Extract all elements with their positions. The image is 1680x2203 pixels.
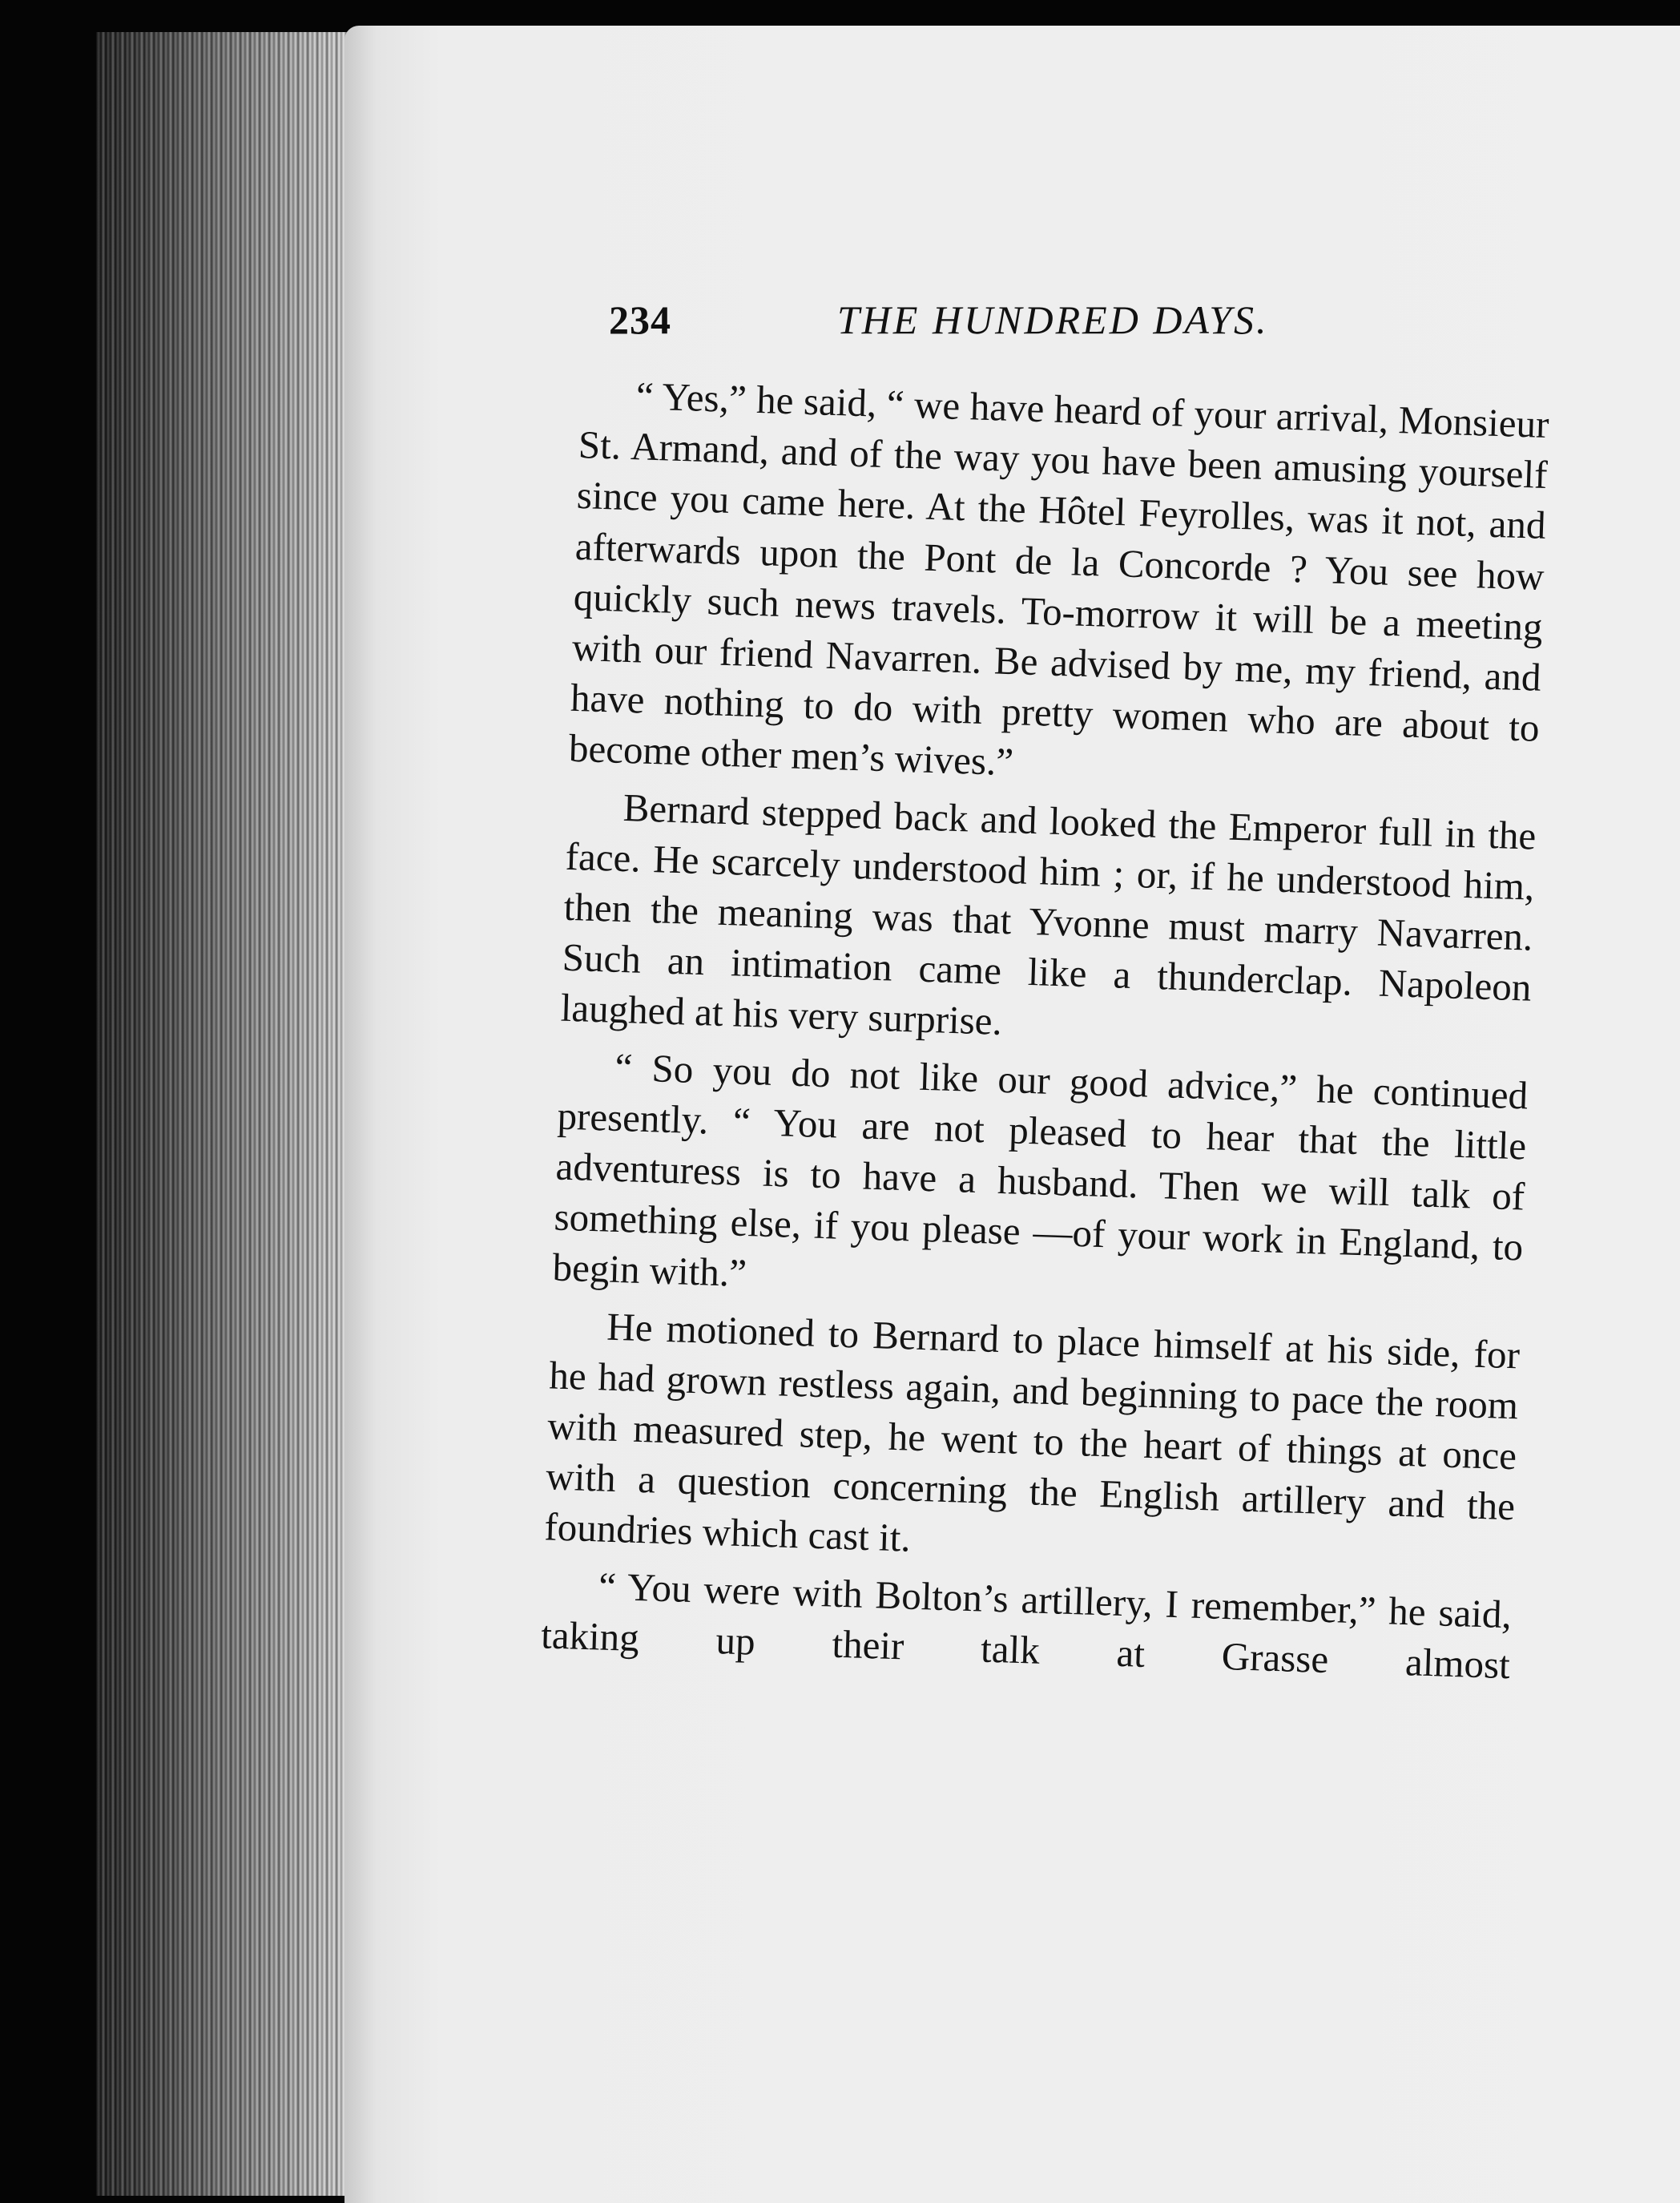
page-header	[609, 288, 1378, 353]
paragraph: “ Yes,” he said, “ we have heard of your arrival, Monsieur St. Armand, and of the way you have been amusing yourself since you came here. At the Hôtel Feyrolles, was it not, and afterwards upon the Pont de la Concorde ? You see how quickly such news travels. To-morrow it will be a meeting with our friend Navarren. Be advised by me, my friend, and have nothing to do with pretty women who are about to become other men’s wives.”	[568, 373, 1550, 785]
paragraph: “ You were with Bolton’s artillery, I remember,” he said, taking up their talk at Grasse almost	[540, 1563, 1513, 1688]
paragraph: Bernard stepped back and looked the Emperor full in the face. He scarcely understood him ; or, if he understood him, then the meaning was that Yvonne must marry Navarren. Such an intimation came like a thunderclap. Napoleon laughed at his very surprise.	[560, 785, 1537, 1044]
paragraph: “ So you do not like our good advice,” he continued presently. “ You are not pleased to hear that the little adventuress is to have a husband. Then we will talk of something else, if you please —of your work in England, to begin with.”	[551, 1044, 1529, 1296]
book-fore-edge	[96, 32, 353, 2196]
paragraph: He motioned to Bernard to place himself at his side, for he had grown restless again, and beginning to pace the room with measured step, he went to the heart of things at once with a question concerning the English artillery and the foundries which cast it.	[543, 1304, 1521, 1561]
body-text	[540, 369, 1549, 1690]
page-number: 234	[609, 297, 671, 342]
running-head: THE HUNDRED DAYS.	[837, 297, 1269, 342]
